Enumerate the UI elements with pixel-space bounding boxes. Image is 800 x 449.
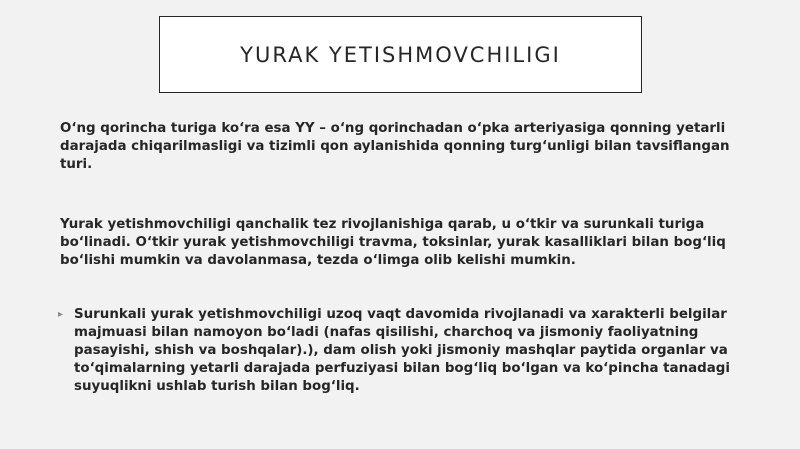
paragraph-1: O‘ng qorincha turiga ko‘ra esa YY – o‘ng qorinchadan o‘pka arteriyasiga qonning yetarli darajada chiqarilmasligi va tizimli qon aylanishida qonning turg‘unligi bilan tavsiflangan turi.	[60, 121, 730, 172]
bullet-arrow-icon: ▸	[58, 309, 64, 320]
paragraph-2: Yurak yetishmovchiligi qanchalik tez rivojlanishiga qarab, u o‘tkir va surunkali turiga bo‘linadi. O‘tkir yurak yetishmovchiligi travma, toksinlar, yurak kasalliklari bilan bog‘liq bo‘lishi mumkin va davolanmasa, tezda o‘limga olib kelishi mumkin.	[60, 217, 726, 268]
slide-title: YURAK YETISHMOVCHILIGI	[240, 42, 561, 67]
bullet-paragraph: Surunkali yurak yetishmovchiligi uzoq vaqt davomida rivojlanadi va xarakterli belgilar majmuasi bilan namoyon bo‘ladi (nafas qisilishi, charchoq va jismoniy faoliyatning pasayishi, shish va boshqalar).), dam olish yoki jismoniy mashqlar paytida organlar va to‘qimalarning yetarli darajada perfuziyasi bilan bog‘liq bo‘lgan va ko‘pincha tanadagi suyuqlikni ushlab turish bilan bog‘liq.	[74, 307, 730, 394]
title-box	[159, 16, 642, 93]
